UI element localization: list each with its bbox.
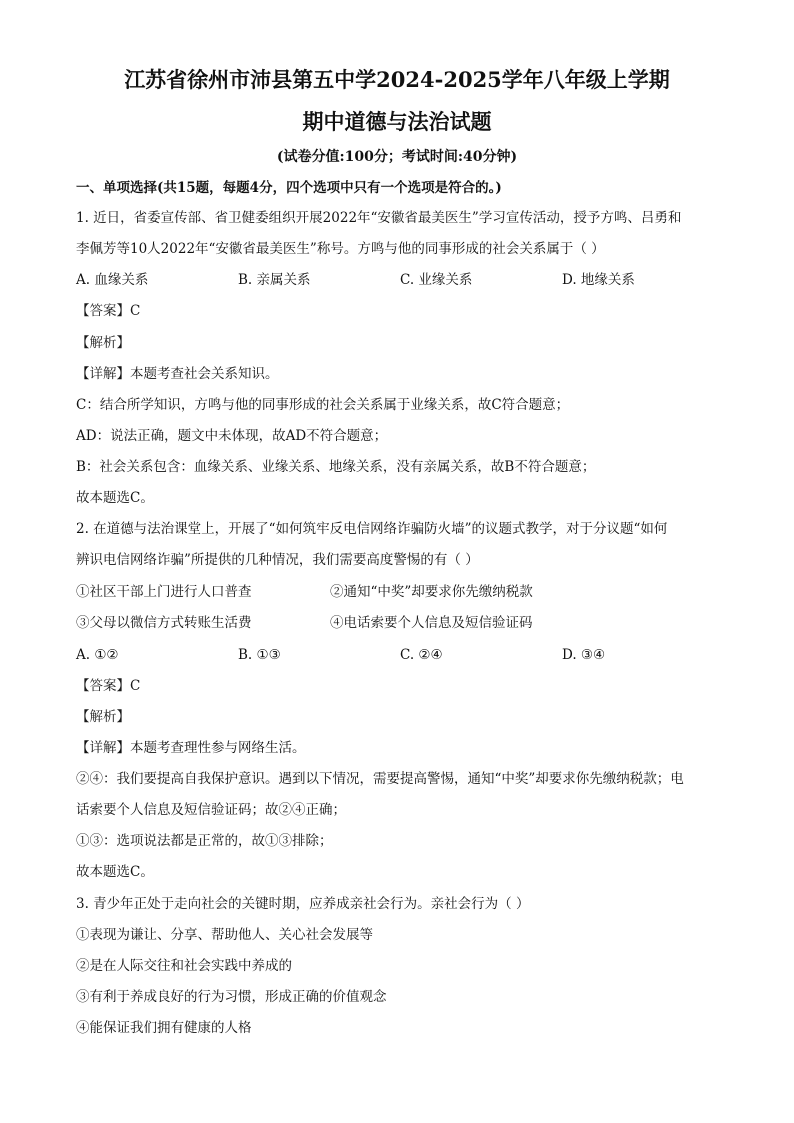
q1-option-c: C. 业缘关系 <box>400 272 473 288</box>
q2-option-a: A. ①② <box>76 647 119 663</box>
q1-option-a: A. 血缘关系 <box>76 272 149 288</box>
q3-item-1: ①表现为谦让、分享、帮助他人、关心社会发展等 <box>76 927 373 943</box>
q1-detail: 【详解】本题考查社会关系知识。 <box>76 366 279 382</box>
section-heading: 一、单项选择(共15题，每题4分，四个选项中只有一个选项是符合的。) <box>76 180 502 196</box>
q1-explanation-2: AD：说法正确，题文中未体现，故AD不符合题意； <box>76 428 388 444</box>
q2-analysis-label: 【解析】 <box>76 709 130 725</box>
q3-stem: 3. 青少年正处于走向社会的关键时期，应养成亲社会行为。亲社会行为（ ） <box>76 896 530 912</box>
q1-option-b: B. 亲属关系 <box>238 272 311 288</box>
q1-stem-line1: 1. 近日，省委宣传部、省卫健委组织开展2022年“安徽省最美医生”学习宣传活动，授予方鸣、吕勇和 <box>76 210 682 226</box>
q2-item-2: ②通知“中奖”却要求你先缴纳税款 <box>330 584 533 600</box>
page-title-line2: 期中道德与法治试题 <box>302 109 492 134</box>
q2-explanation-1-line2: 话索要个人信息及短信验证码；故②④正确； <box>76 802 346 818</box>
q1-conclusion: 故本题选C。 <box>76 490 154 506</box>
q2-explanation-1-line1: ②④：我们要提高自我保护意识。遇到以下情况，需要提高警惕，通知“中奖”却要求你先缴纳税款；电 <box>76 771 684 787</box>
q2-detail: 【详解】本题考查理性参与网络生活。 <box>76 740 306 756</box>
q1-analysis-label: 【解析】 <box>76 335 130 351</box>
q2-conclusion: 故本题选C。 <box>76 864 154 880</box>
q2-item-1: ①社区干部上门进行人口普查 <box>76 584 252 600</box>
page-title: 江苏省徐州市沛县第五中学2024-2025学年八年级上学期 <box>124 67 670 92</box>
q1-answer: 【答案】C <box>76 303 141 319</box>
q2-option-b: B. ①③ <box>238 647 281 663</box>
q2-option-c: C. ②④ <box>400 647 443 663</box>
q1-explanation-1: C：结合所学知识，方鸣与他的同事形成的社会关系属于业缘关系，故C符合题意； <box>76 397 570 413</box>
q3-item-2: ②是在人际交往和社会实践中养成的 <box>76 958 292 974</box>
q2-item-3: ③父母以微信方式转账生活费 <box>76 615 252 631</box>
q3-item-4: ④能保证我们拥有健康的人格 <box>76 1020 252 1036</box>
q2-item-4: ④电话索要个人信息及短信验证码 <box>330 615 533 631</box>
q2-stem-line2: 辨识电信网络诈骗”所提供的几种情况，我们需要高度警惕的有（ ） <box>76 552 479 568</box>
q2-option-d: D. ③④ <box>562 647 606 663</box>
q2-answer: 【答案】C <box>76 678 141 694</box>
q1-stem-line2: 李佩芳等10人2022年“安徽省最美医生”称号。方鸣与他的同事形成的社会关系属于（ ） <box>76 241 605 257</box>
q2-stem-line1: 2. 在道德与法治课堂上，开展了“如何筑牢反电信网络诈骗防火墙”的议题式教学，对于分议题“如何 <box>76 521 668 537</box>
exam-subtitle: (试卷分值:100分；考试时间:40分钟) <box>276 149 518 165</box>
q3-item-3: ③有利于养成良好的行为习惯，形成正确的价值观念 <box>76 989 387 1005</box>
q2-explanation-2: ①③：选项说法都是正常的，故①③排除； <box>76 833 333 849</box>
q1-explanation-3: B：社会关系包含：血缘关系、业缘关系、地缘关系，没有亲属关系，故B不符合题意； <box>76 459 596 475</box>
q1-option-d: D. 地缘关系 <box>562 272 635 288</box>
